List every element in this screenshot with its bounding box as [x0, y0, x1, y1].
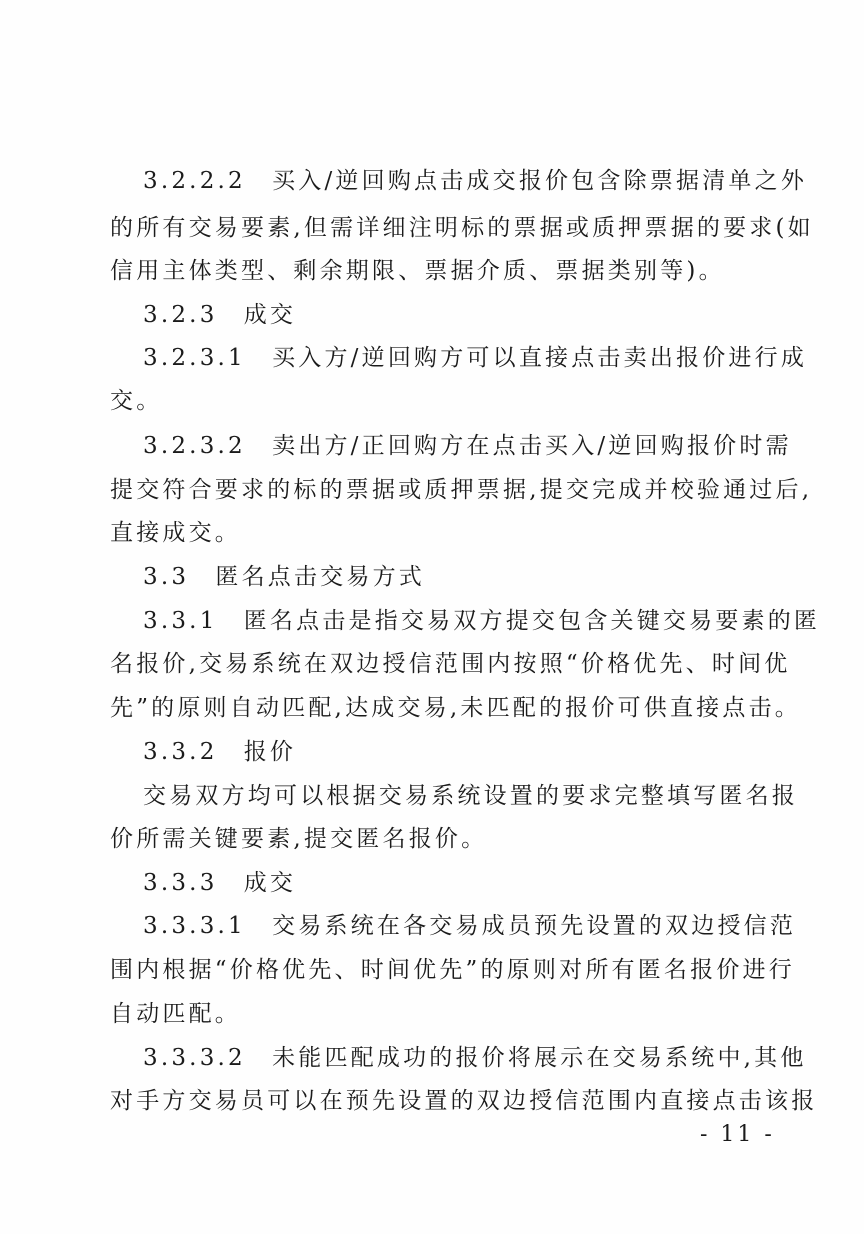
section-heading: 3.3.2 报价: [143, 739, 297, 765]
paragraph-line: 先”的原则自动匹配,达成交易,未匹配的报价可供直接点击。: [110, 695, 801, 721]
paragraph-line: 围内根据“价格优先、时间优先”的原则对所有匿名报价进行: [110, 957, 795, 983]
paragraph-line: 3.3.3.2 未能匹配成功的报价将展示在交易系统中,其他: [143, 1045, 807, 1071]
paragraph-line: 3.2.3.1 买入方/逆回购方可以直接点击卖出报价进行成: [143, 345, 808, 371]
paragraph-line: 信用主体类型、剩余期限、票据介质、票据类别等)。: [110, 258, 725, 284]
section-heading: 3.2.3 成交: [143, 302, 297, 328]
paragraph-line: 名报价,交易系统在双边授信范围内按照“价格优先、时间优: [110, 651, 791, 677]
paragraph-line: 交。: [110, 388, 163, 414]
section-heading: 3.3.3 成交: [143, 870, 297, 896]
paragraph-line: 对手方交易员可以在预先设置的双边授信范围内直接点击该报: [110, 1088, 818, 1114]
paragraph-line: 直接成交。: [110, 520, 241, 546]
paragraph-line: 提交符合要求的标的票据或质押票据,提交完成并校验通过后,: [110, 477, 813, 503]
paragraph-line: 3.2.3.2 卖出方/正回购方在点击买入/逆回购报价时需: [143, 433, 792, 459]
section-heading: 3.3 匿名点击交易方式: [143, 564, 425, 590]
paragraph-line: 3.3.3.1 交易系统在各交易成员预先设置的双边授信范: [143, 913, 797, 939]
page-number: - 11 -: [700, 1122, 775, 1147]
paragraph-line: 3.3.1 匿名点击是指交易双方提交包含关键交易要素的匿: [143, 608, 821, 634]
paragraph-line: 价所需关键要素,提交匿名报价。: [110, 826, 488, 852]
paragraph-line: 的所有交易要素,但需详细注明标的票据或质押票据的要求(如: [110, 215, 814, 241]
paragraph-line: 3.2.2.2 买入/逆回购点击成交报价包含除票据清单之外: [143, 168, 808, 194]
paragraph-line: 交易双方均可以根据交易系统设置的要求完整填写匿名报: [143, 783, 798, 809]
paragraph-line: 自动匹配。: [110, 1001, 241, 1027]
